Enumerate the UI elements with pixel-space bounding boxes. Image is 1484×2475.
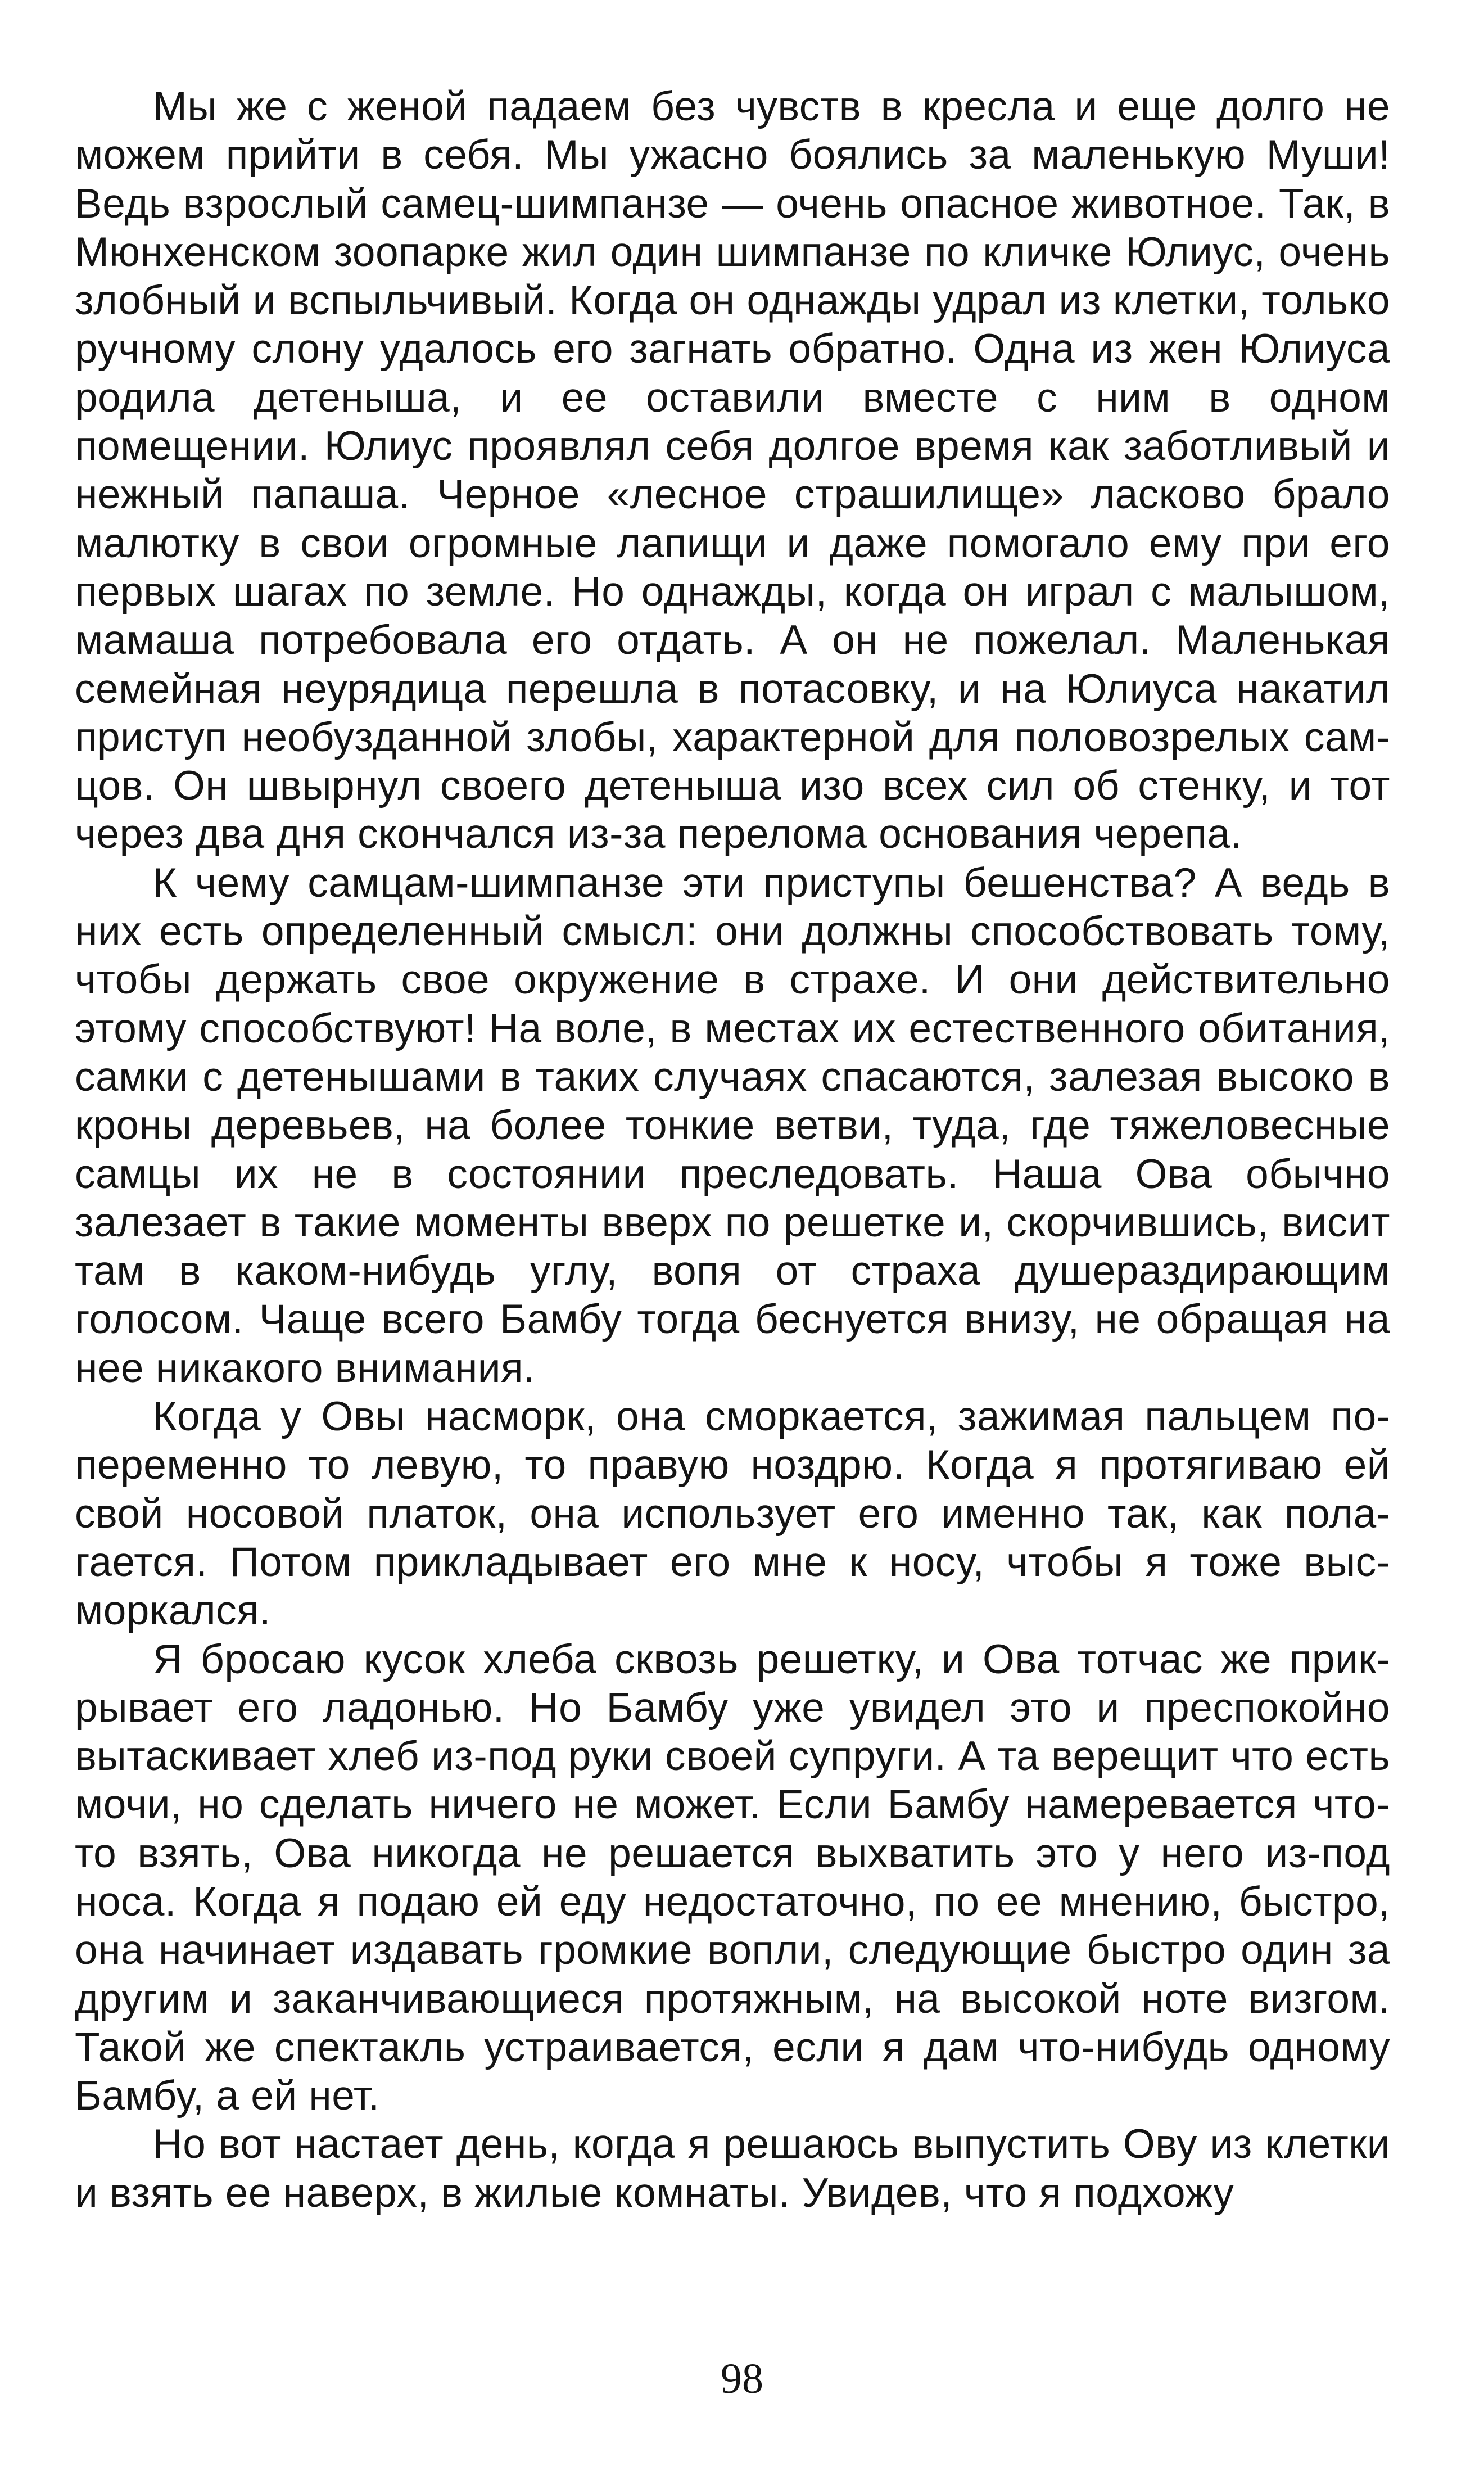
paragraph-2: К чему самцам-шимпанзе эти приступы бешенства? А ведь в них есть определенный смысл: они должны способствовать тому, чтобы держать свое окружение в страхе. И они действительно этому способствуют! На воле, в местах их естественного обитания, самки с детенышами в таких случаях спасаются, залезая высоко в кроны деревьев, на более тонкие ветви, туда, где тяжеловесные самцы их не в состоянии преследовать. Наша Ова обычно залезает в такие моменты вверх по решетке и, скорчившись, висит там в каком-нибудь углу, вопя от страха душераздирающим голосом. Чаще всего Бамбу тогда беснуется внизу, не обращая на нее никакого внимания. — [75, 860, 1390, 1391]
paragraph-1: Мы же с женой падаем без чувств в кресла и еще долго не можем прийти в себя. Мы ужасно боялись за маленькую Муши! Ведь взрослый самец-шимпанзе — очень опасное животное. Так, в Мюнхенском зоопарке жил один шимпанзе по кличке Юлиус, очень злобный и вспыльчивый. Когда он однажды удрал из клетки, только ручному слону удалось его загнать обратно. Одна из жен Юлиуса родила детеныша, и ее оставили вместе с ним в одном помещении. Юлиус проявлял себя долгое время как заботливый и нежный папаша. Черное «лесное страшилище» ласково брало малютку в свои огромные лапищи и даже помогало ему при его первых шагах по земле. Но однажды, когда он играл с малышом, мамаша потребовала его отдать. А он не пожелал. Маленькая семейная неурядица перешла в потасовку, и на Юлиуса накатил приступ необузданной злобы, характерной для половозрелых самцов. Он швырнул своего детеныша изо всех сил об стенку, и тот через два дня скончался из-за перелома основания черепа. — [75, 84, 1390, 857]
page-text — [75, 83, 1390, 2217]
paragraph-4: Я бросаю кусок хлеба сквозь решетку, и Ова тотчас же прикрывает его ладонью. Но Бамбу уже увидел это и преспокойно вытаскивает хлеб из-под руки своей супруги. А та верещит что есть мочи, но сделать ничего не может. Если Бамбу намеревается что-то взять, Ова никогда не решается выхватить это у него из-под носа. Когда я подаю ей еду недостаточно, по ее мнению, быстро, она начинает издавать громкие вопли, следующие быстро один за другим и заканчивающиеся протяжным, на высокой ноте визгом. Такой же спектакль устраивается, если я дам что-нибудь одному Бамбу, а ей нет. — [75, 1636, 1390, 2119]
paragraph-3: Когда у Овы насморк, она сморкается, зажимая пальцем попеременно то левую, то правую ноздрю. Когда я протягиваю ей свой носовой платок, она использует его именно так, как полагается. Потом прикладывает его мне к носу, чтобы я тоже высморкался. — [75, 1394, 1390, 1634]
paragraph-5: Но вот настает день, когда я решаюсь выпустить Ову из клетки и взять ее наверх, в жилые комнаты. Увидев, что я подхожу — [75, 2121, 1390, 2216]
page-number: 98 — [721, 2355, 763, 2402]
